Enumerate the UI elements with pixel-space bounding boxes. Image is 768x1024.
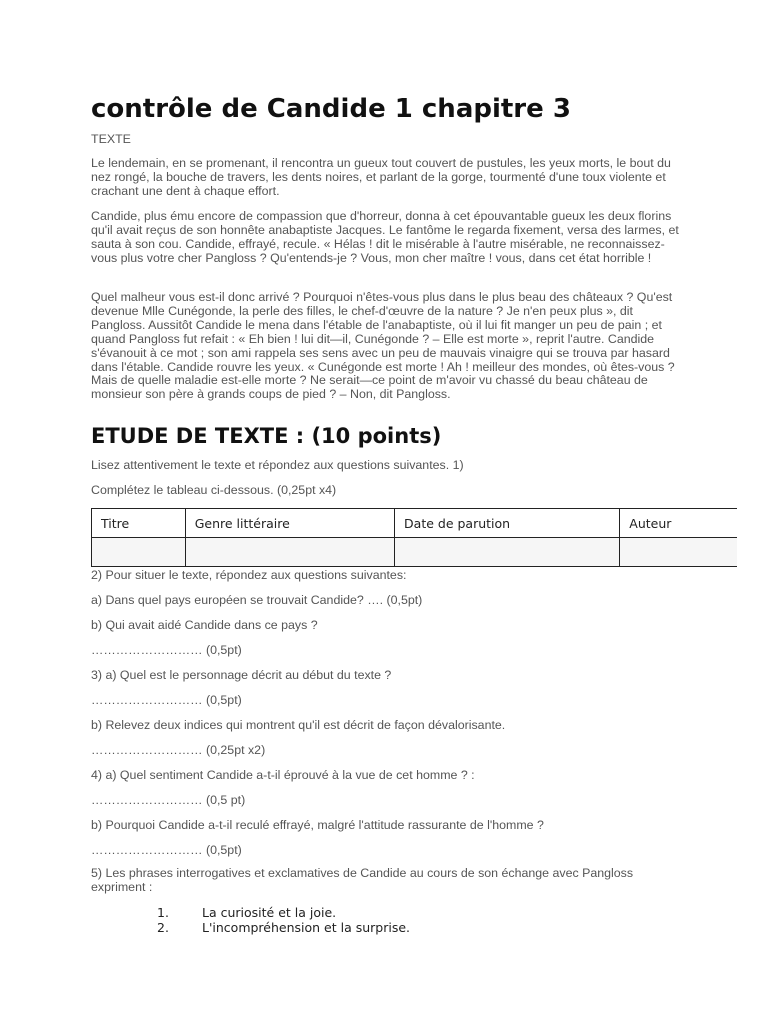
info-table: [91, 508, 737, 567]
text-paragraph-1: Le lendemain, en se promenant, il rencontra un gueux tout couvert de pustules, les yeux morts, le bout du nez rongé, la bouche de travers, les dents noires, et parlant de la gorge, tourmenté d'une toux violente et crachant une dent à chaque effort.: [91, 156, 671, 198]
table-header-row: [92, 509, 738, 538]
question-2: 2) Pour situer le texte, répondez aux questions suivantes:: [91, 568, 407, 582]
table-header-cell: Titre: [92, 509, 186, 538]
question-1: Complétez le tableau ci-dessous. (0,25pt x4): [91, 483, 337, 497]
table-cell-titre[interactable]: [92, 538, 186, 567]
texte-label: TEXTE: [91, 132, 131, 146]
list-text: L'incompréhension et la surprise.: [202, 920, 411, 935]
answer-line: ……………………… (0,5pt): [91, 643, 242, 657]
table-cell-date[interactable]: [395, 538, 620, 567]
table-cell-auteur[interactable]: [620, 538, 737, 567]
list-number: 1.: [157, 905, 169, 920]
table-header-cell: Genre littéraire: [185, 509, 394, 538]
answer-line: ……………………… (0,5 pt): [91, 793, 246, 807]
document-title: contrôle de Candide 1 chapitre 3: [91, 94, 571, 124]
question-5: 5) Les phrases interrogatives et exclamatives de Candide au cours de son échange avec Pangloss expriment :: [91, 866, 634, 894]
question-3b: b) Relevez deux indices qui montrent qu'il est décrit de façon dévalorisante.: [91, 718, 506, 732]
table-header-cell: Auteur: [620, 509, 737, 538]
table-row: [92, 538, 738, 567]
question-4a: 4) a) Quel sentiment Candide a-t-il éprouvé à la vue de cet homme ? :: [91, 768, 475, 782]
text-paragraph-3: Quel malheur vous est-il donc arrivé ? Pourquoi n'êtes-vous plus dans le plus beau des châteaux ? Qu'est devenue Mlle Cunégonde, la perle des filles, le chef-d'œuvre de la nature ? Je n'en peux plus », dit Pangloss. Aussitôt Candide le mena dans l'étable de l'anabaptiste, où il lui fit manger un peu de pain ; et quand Pangloss fut refait : « Eh bien ! lui dit—il, Cunégonde ? – Elle est morte », reprit l'autre. Candide s'évanouit à ce mot ; son ami rappela ses sens avec un peu de mauvais vinaigre qui se trouva par hasard dans l'étable. Candide rouvre les yeux. « Cunégonde est morte ! Ah ! meilleur des mondes, où êtes-vous ? Mais de quelle maladie est-elle morte ? Ne serait—ce point de m'avoir vu chassé du beau château de monsieur son père à grands coups de pied ? – Non, dit Pangloss.: [91, 290, 675, 402]
question-4b: b) Pourquoi Candide a-t-il reculé effrayé, malgré l'attitude rassurante de l'homme ?: [91, 818, 544, 832]
question-2b: b) Qui avait aidé Candide dans ce pays ?: [91, 618, 318, 632]
answer-line: ……………………… (0,5pt): [91, 693, 242, 707]
text-paragraph-2: Candide, plus ému encore de compassion que d'horreur, donna à cet épouvantable gueux les deux florins qu'il avait reçus de son honnête anabaptiste Jacques. Le fantôme le regarda fixement, versa des larmes, et sauta à son cou. Candide, effrayé, recule. « Hélas ! dit le misérable à l'autre misérable, ne reconnaissez-vous plus votre cher Pangloss ? Qu'entends-je ? Vous, mon cher maître ! vous, dans cet état horrible !: [91, 209, 679, 265]
question-2a: a) Dans quel pays européen se trouvait Candide? …. (0,5pt): [91, 593, 423, 607]
list-item: [157, 905, 410, 920]
list-item: [157, 920, 410, 935]
table-cell-genre[interactable]: [185, 538, 394, 567]
answer-options: [157, 905, 410, 935]
answer-line: ……………………… (0,5pt): [91, 843, 242, 857]
section-title: ETUDE DE TEXTE : (10 points): [91, 424, 442, 448]
answer-line: ……………………… (0,25pt x2): [91, 743, 266, 757]
instruction: Lisez attentivement le texte et répondez aux questions suivantes. 1): [91, 458, 464, 472]
table-header-cell: Date de parution: [395, 509, 620, 538]
list-number: 2.: [157, 920, 169, 935]
question-3a: 3) a) Quel est le personnage décrit au début du texte ?: [91, 668, 392, 682]
list-text: La curiosité et la joie.: [202, 905, 337, 920]
